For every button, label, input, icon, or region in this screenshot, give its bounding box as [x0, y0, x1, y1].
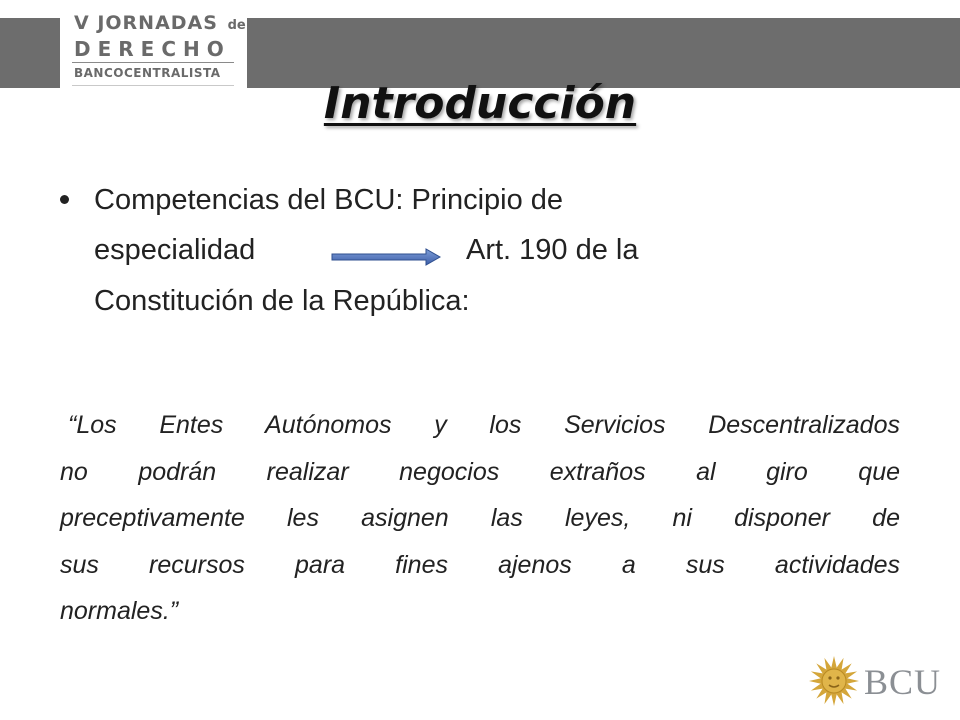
bullet-text-article: Art. 190 de la: [466, 234, 639, 266]
bullet-text-line-1: Competencias del BCU: Principio de: [94, 184, 564, 216]
quote-line-4: sus recursos para fines ajenos a sus actividades: [60, 550, 900, 579]
bullet-text-line-2: [94, 225, 639, 275]
slide-title: Introducción: [323, 78, 637, 129]
quote-line-3: preceptivamente les asignen las leyes, ni disponer de: [60, 504, 900, 532]
logo-divider: [72, 62, 234, 63]
logo-line-1: V JORNADAS de: [74, 12, 246, 34]
bullet-text-especialidad: especialidad: [94, 234, 256, 266]
logo-line-2: DERECHO: [74, 37, 231, 61]
right-arrow-icon: [330, 246, 442, 268]
quote-line-5: normales.”: [60, 597, 179, 625]
quote-line-1: “Los Entes Autónomos y los Servicios Descentralizados: [68, 411, 900, 439]
constitution-quote: [60, 402, 900, 635]
bullet-text-line-3: Constitución de la República:: [94, 285, 470, 317]
logo-line-3: BANCOCENTRALISTA: [74, 66, 221, 80]
sun-emblem-icon: [808, 655, 860, 707]
bcu-logo-text: BCU: [864, 662, 942, 702]
bullet-dot: [60, 195, 69, 204]
quote-line-2: no podrán realizar negocios extraños al giro que: [60, 457, 900, 486]
